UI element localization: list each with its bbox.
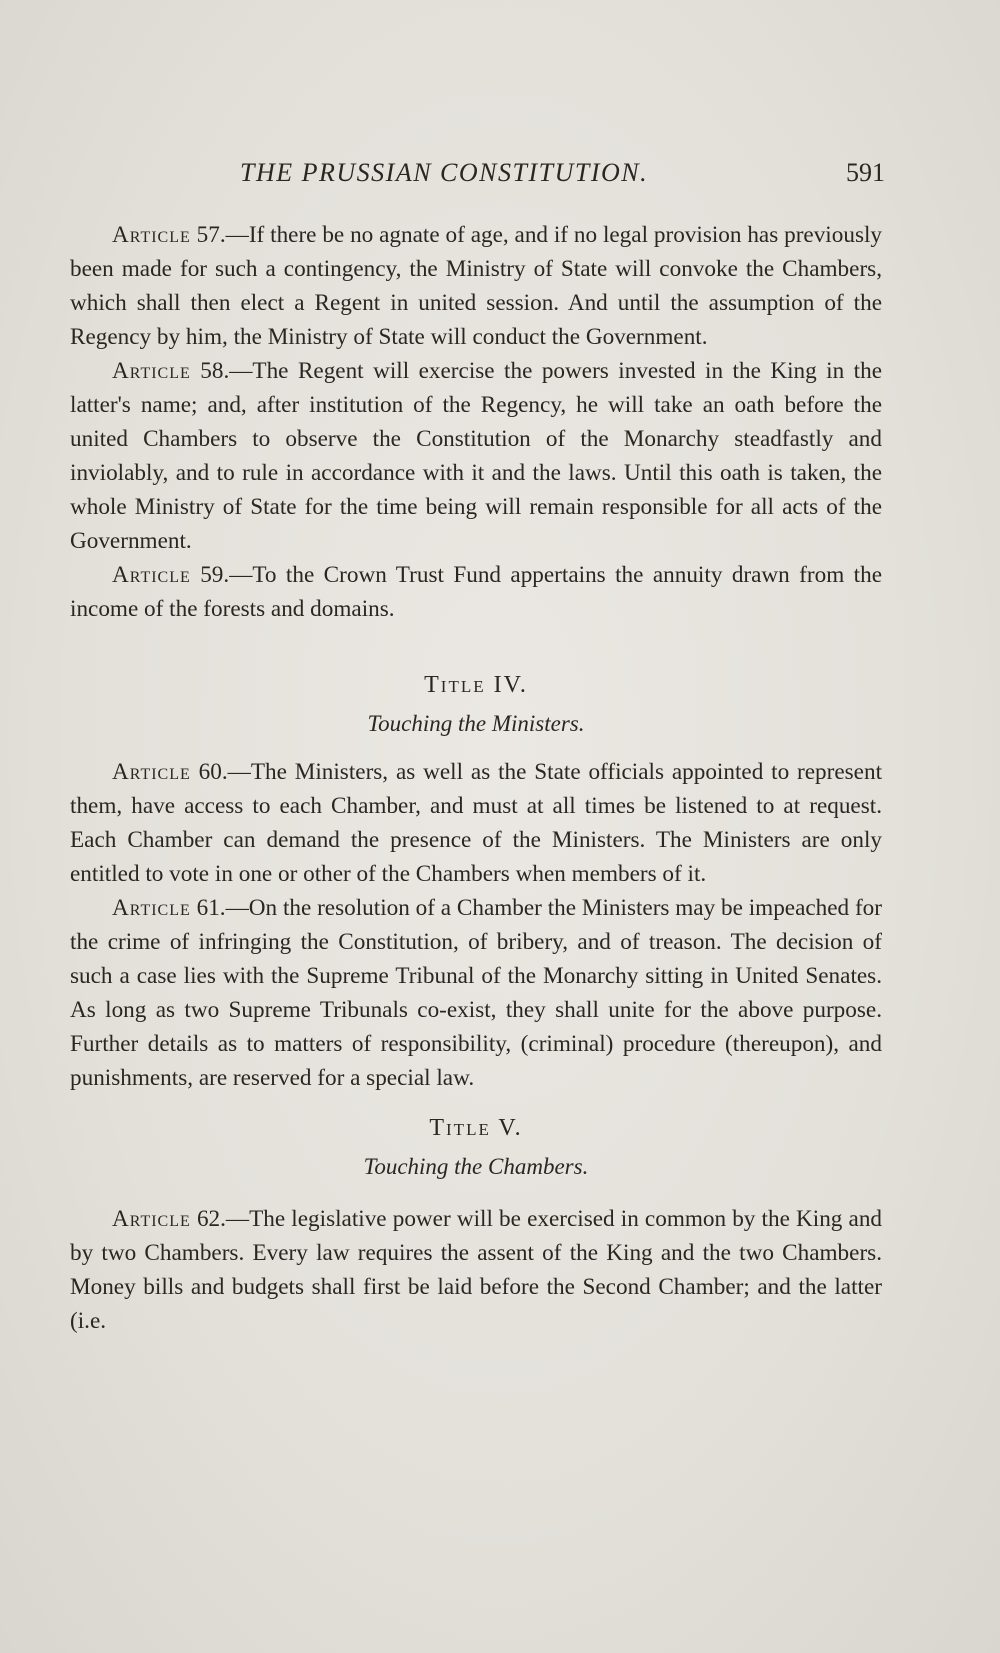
article-number: 62. [196,1206,226,1232]
article-text: —If there be no agnate of age, and if no legal provision has previously been made for such a contingency, the Ministry of State will convoke the Chambers, which shall then elect a Regent in united session. And until the assumption of the Regency by him, the Ministry of State will conduct the Government. [70,222,882,350]
article-number: 61. [196,895,226,921]
page-body [70,218,882,1338]
article-57 [70,218,882,354]
article-number: 59. [200,562,230,588]
article-text: —To the Crown Trust Fund appertains the annuity drawn from the income of the forests and domains. [70,562,882,622]
article-label: Article [112,358,191,384]
article-text: —The Ministers, as well as the State officials appointed to represent them, have access to each Chamber, and must at all times be listened to at request. Each Chamber can demand the presence of the Ministers. The Ministers are only entitled to vote in one or other of the Chambers when members of it. [70,759,883,887]
title-v-heading: Title V. [429,1115,523,1141]
page-number: 591 [846,158,885,187]
article-number: 57. [196,222,226,248]
article-label: Article [112,562,191,588]
page-header [70,158,885,194]
article-text: —The Regent will exercise the powers invested in the King in the latter's name; and, after institution of the Regency, he will take an oath before the united Chambers to observe the Constitution of the Monarchy steadfastly and inviolably, and to rule in accordance with it and the laws. Until this oath is taken, the whole Ministry of State for the time being will remain responsible for all acts of the Government. [70,358,882,554]
article-60 [70,755,882,891]
article-label: Article [112,759,191,785]
article-59 [70,558,882,626]
article-62 [70,1202,882,1338]
article-number: 60. [198,759,228,785]
article-label: Article [112,222,191,248]
title-iv-subtitle: Touching the Ministers. [367,711,585,736]
article-text: —The legislative power will be exercised in common by the King and by two Chambers. Every law requires the assent of the King and the two Chambers. Money bills and budgets shall first be laid before the Second Chamber; and the latter (i.e. [70,1206,883,1334]
title-v-subtitle: Touching the Chambers. [363,1154,589,1179]
title-iv-heading: Title IV. [424,672,528,698]
article-58 [70,354,882,558]
running-title: THE PRUSSIAN CONSTITUTION. [240,158,649,187]
article-number: 58. [200,358,230,384]
article-text: —On the resolution of a Chamber the Ministers may be impeached for the crime of infringing the Constitution, of bribery, and of treason. The decision of such a case lies with the Supreme Tribunal of the Monarchy sitting in United Senates. As long as two Supreme Tribunals co-exist, they shall unite for the above purpose. Further details as to matters of responsibility, (criminal) procedure (thereupon), and punishments, are reserved for a special law. [70,895,882,1091]
article-label: Article [112,1206,191,1232]
article-label: Article [112,895,191,921]
article-61 [70,891,882,1095]
